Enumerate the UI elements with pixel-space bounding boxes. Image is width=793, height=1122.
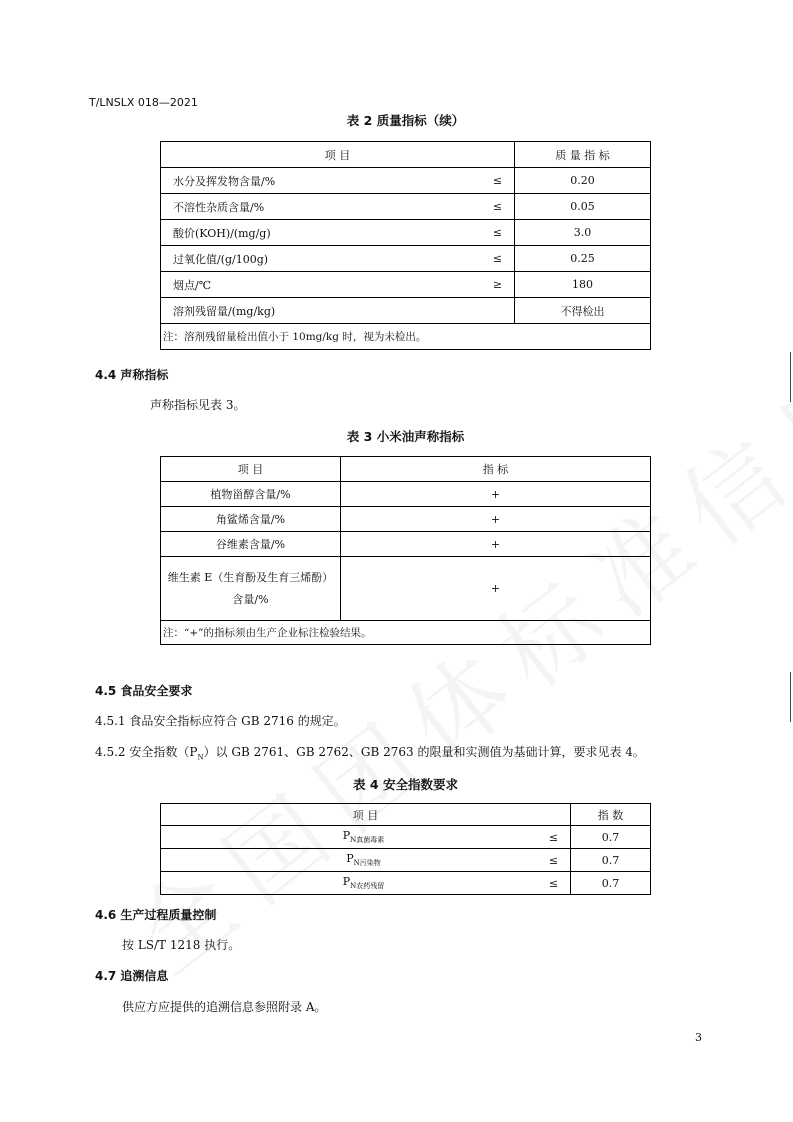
row-label: 植物甾醇含量/%	[161, 482, 341, 507]
standard-code: T/LNSLX 018—2021	[89, 96, 198, 109]
table-row	[161, 168, 651, 194]
row-label: 酸价(KOH)/(mg/g)	[161, 220, 481, 246]
margin-mark	[790, 672, 791, 722]
row-value: 0.7	[571, 826, 651, 849]
table-row	[161, 220, 651, 246]
row-value: 180	[515, 272, 651, 298]
table-row	[161, 246, 651, 272]
section-4-4-text: 声称指标见表 3。	[150, 398, 246, 412]
section-4-6-text: 按 LS/T 1218 执行。	[122, 938, 241, 952]
row-label: 烟点/℃	[161, 272, 481, 298]
row-value: 3.0	[515, 220, 651, 246]
row-value: 0.7	[571, 849, 651, 872]
table-row	[161, 507, 651, 532]
table-row	[161, 272, 651, 298]
row-operator: ≤	[536, 849, 571, 872]
row-operator: ≤	[480, 220, 515, 246]
table4-header-item: 项 目	[161, 804, 571, 826]
table4-header-value: 指 数	[571, 804, 651, 826]
table4-header-row	[161, 804, 651, 826]
row-value: +	[341, 557, 651, 621]
row-label: 过氧化值/(g/100g)	[161, 246, 481, 272]
row-value: +	[341, 507, 651, 532]
section-4-4-title: 4.4 声称指标	[95, 368, 169, 382]
page-number: 3	[695, 1031, 702, 1044]
table3-caption: 表 3 小米油声称指标	[346, 429, 465, 444]
row-operator: ≤	[536, 826, 571, 849]
row-operator: ≤	[480, 168, 515, 194]
table2-caption: 表 2 质量指标（续）	[346, 113, 465, 128]
table2-note-row	[161, 324, 651, 350]
row-label-line1: 维生素 E（生育酚及生育三烯酚）	[167, 570, 334, 584]
row-label: 角鲨烯含量/%	[161, 507, 341, 532]
table-row	[161, 826, 651, 849]
table3-header-value: 指 标	[341, 457, 651, 482]
section-4-7-text: 供应方应提供的追溯信息参照附录 A。	[122, 1000, 327, 1014]
table2-header-value: 质 量 指 标	[515, 142, 651, 168]
table2-note: 注：溶剂残留量检出值小于 10mg/kg 时，视为未检出。	[161, 324, 651, 350]
table-row	[161, 482, 651, 507]
row-value: 0.20	[515, 168, 651, 194]
table-row	[161, 532, 651, 557]
table4-caption: 表 4 安全指数要求	[353, 777, 458, 792]
row-label-line2: 含量/%	[232, 592, 269, 606]
table-row	[161, 557, 651, 621]
table-row	[161, 872, 651, 895]
table4	[160, 803, 651, 895]
row-label: $P_{N农药残留}$	[161, 872, 537, 895]
row-value: +	[341, 482, 651, 507]
row-label: 谷维素含量/%	[161, 532, 341, 557]
row-operator: ≤	[480, 194, 515, 220]
section-4-6-title: 4.6 生产过程质量控制	[95, 908, 217, 922]
table2-header-row	[161, 142, 651, 168]
row-value: 0.05	[515, 194, 651, 220]
table2	[160, 141, 651, 350]
row-label: 水分及挥发物含量/%	[161, 168, 481, 194]
row-label: 溶剂残留量/(mg/kg)	[161, 298, 515, 324]
section-4-7-title: 4.7 追溯信息	[95, 969, 169, 983]
section-4-5-2: 4.5.2 安全指数$(P_N)$以 GB 2761、GB 2762、GB 2763 的限量和实测值为基础计算，要求见表 4。	[95, 745, 645, 762]
row-label: 不溶性杂质含量/%	[161, 194, 481, 220]
table3-header-row	[161, 457, 651, 482]
table2-header-item: 项 目	[161, 142, 515, 168]
table-row	[161, 298, 651, 324]
table3	[160, 456, 651, 645]
row-value: 0.25	[515, 246, 651, 272]
row-value: +	[341, 532, 651, 557]
row-label	[161, 557, 341, 621]
table3-note-row	[161, 621, 651, 645]
section-4-5-title: 4.5 食品安全要求	[95, 684, 193, 698]
row-label: $P_{N真菌毒素}$	[161, 826, 537, 849]
table3-header-item: 项 目	[161, 457, 341, 482]
table-row	[161, 194, 651, 220]
row-operator: ≤	[480, 246, 515, 272]
margin-mark	[790, 352, 791, 402]
row-value: 0.7	[571, 872, 651, 895]
row-operator: ≤	[536, 872, 571, 895]
row-operator: ≥	[480, 272, 515, 298]
table-row	[161, 849, 651, 872]
row-label: $P_{N污染物}$	[161, 849, 537, 872]
section-4-5-1: 4.5.1 食品安全指标应符合 GB 2716 的规定。	[95, 714, 346, 728]
table3-note: 注：“+”的指标须由生产企业标注检验结果。	[161, 621, 651, 645]
row-value: 不得检出	[515, 298, 651, 324]
